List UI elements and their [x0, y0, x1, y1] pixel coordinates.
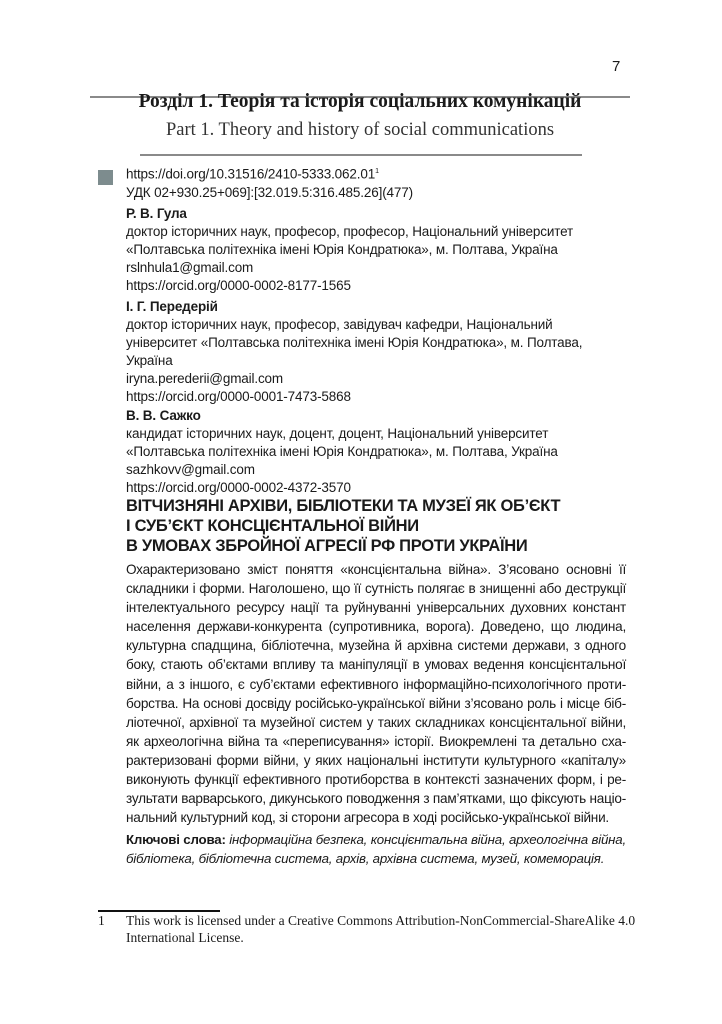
abstract-line: боку, стають об’єктами впливу та маніпуляції в умовах ведення консцієнтальної — [126, 657, 626, 673]
author-name: Р. В. Гула — [126, 206, 187, 221]
abstract-line: Охарактеризовано зміст поняття «консцієнтальна війна». З’ясовано основні її — [126, 562, 626, 577]
author-affiliation: кандидат історичних наук, доцент, доцент, Національний університет — [126, 426, 549, 441]
author-orcid[interactable]: https://orcid.org/0000-0002-8177-1565 — [126, 278, 351, 293]
author-name: В. В. Сажко — [126, 408, 201, 423]
abstract-line: інтелектуального ресурсу нації та руйнуванні універсальних духовних констант — [126, 600, 626, 616]
abstract-line: ліотечної, архівної та музейної систем у таких складниках консцієнтальної війни, — [126, 714, 626, 730]
article-meta — [126, 163, 413, 202]
doi-link[interactable]: https://doi.org/10.31516/2410-5333.062.01 — [126, 166, 376, 182]
keywords-label: Ключові слова: — [126, 832, 226, 847]
footnote-mark: 1 — [375, 168, 379, 175]
abstract-line: складники і форми. Наголошено, що її сутність полягає в знищенні або деструкції — [126, 581, 626, 597]
author-orcid[interactable]: https://orcid.org/0000-0002-4372-3570 — [126, 480, 351, 495]
keywords-list: інформаційна безпека, консцієнтальна війна, археологічна війна, — [229, 832, 626, 847]
author-affiliation: «Полтавська політехніка імені Юрія Кондратюка», м. Полтава, Україна — [126, 242, 558, 257]
author-affiliation: Україна — [126, 353, 173, 368]
author-email[interactable]: rslnhula1@gmail.com — [126, 260, 254, 275]
abstract-line: нальний культурний код, зі сторони агресора в ході російсько-української війни. — [126, 810, 609, 826]
abstract-line: виконують функції ефективного протиборства в контексті зазначених форм, і ре- — [126, 772, 626, 788]
abstract-line: культурна спадщина, бібліотечна, музейна й архівна системи держави, з одного — [126, 638, 626, 654]
author-affiliation: доктор історичних наук, професор, завідувач кафедри, Національний — [126, 317, 553, 332]
author-1 — [126, 205, 573, 295]
footnote-text: This work is licensed under a Creative Commons Attribution-NonCommercial-ShareAlike 4.0 — [126, 913, 636, 928]
abstract-line: рактеризовані форми війни, у яких національні інститути культурного «капіталу» — [126, 752, 626, 768]
author-2 — [126, 298, 582, 406]
abstract-line: борства. На основі досвіду російсько-української війни з’ясовано роль і місце біб- — [126, 695, 626, 711]
author-orcid[interactable]: https://orcid.org/0000-0001-7473-5868 — [126, 389, 351, 404]
article-title — [126, 496, 560, 556]
author-email[interactable]: sazhkovv@gmail.com — [126, 462, 255, 477]
article-title-line: ВІТЧИЗНЯНІ АРХІВИ, БІБЛІОТЕКИ ТА МУЗЕЇ ЯК ОБ’ЄКТ — [126, 497, 561, 515]
author-email[interactable]: iryna.perederii@gmail.com — [126, 371, 284, 386]
article-title-line: І СУБ’ЄКТ КОНСЦІЄНТАЛЬНОЇ ВІЙНИ — [126, 517, 419, 535]
abstract-line: війни, а з іншого, є суб’єктами ефективного інформаційно-психологічного проти- — [126, 676, 626, 692]
keywords — [126, 831, 626, 868]
abstract — [126, 560, 626, 827]
abstract-line: зультати варварського, дикунського поводження з пам’ятками, що фіксують націо- — [126, 791, 626, 807]
footnote-text: International License. — [126, 930, 244, 945]
author-3 — [126, 407, 558, 497]
author-affiliation: доктор історичних наук, професор, професор, Національний університет — [126, 224, 574, 239]
footnote-number: 1 — [98, 913, 105, 928]
section-rule — [140, 154, 582, 156]
abstract-line: як археологічна війна та «переписування» історії. Виокремлені та детально сха- — [126, 733, 626, 749]
abstract-line: населення держави-конкурента (супротивника, ворога). Доведено, що людина, — [126, 619, 626, 635]
section-title-uk: Розділ 1. Теорія та історія соціальних комунікацій — [138, 91, 582, 112]
author-affiliation: «Полтавська політехніка імені Юрія Кондратюка», м. Полтава, Україна — [126, 444, 558, 459]
section-title-en: Part 1. Theory and history of social communications — [165, 120, 555, 140]
author-affiliation: університет «Полтавська політехніка імені Юрія Кондратюка», м. Полтава, — [126, 335, 583, 350]
page-number: 7 — [612, 58, 621, 75]
keywords-list: бібліотека, бібліотечна система, архів, архівна система, музей, комеморація. — [126, 850, 605, 866]
udc: УДК 02+930.25+069]:[32.019.5:316.485.26](477) — [126, 184, 413, 200]
doi-line — [126, 163, 413, 184]
section-marker-icon — [98, 170, 113, 185]
article-title-line: В УМОВАХ ЗБРОЙНОЇ АГРЕСІЇ РФ ПРОТИ УКРАЇНИ — [126, 537, 528, 555]
author-name: І. Г. Передерій — [126, 299, 218, 314]
